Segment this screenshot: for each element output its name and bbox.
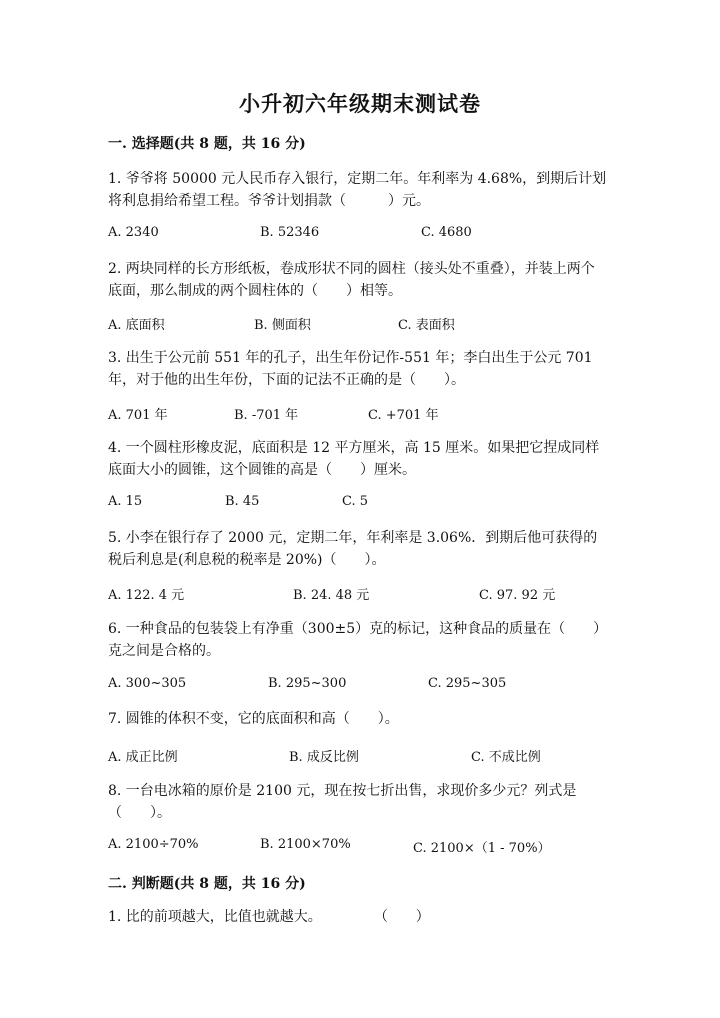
answer-blank: （ ） (373, 909, 430, 925)
option-c: C. 表面积 (398, 318, 455, 333)
option-a: A. 成正比例 (108, 750, 178, 765)
option-a: A. 701 年 (108, 408, 168, 423)
question-4-options (108, 494, 628, 514)
option-c: C. 295~305 (428, 676, 507, 691)
question-3: 3. 出生于公元前 551 年的孔子，出生年份记作-551 年；李白出生于公元 701 年，对于他的出生年份，下面的记法不正确的是（ ）。 (108, 350, 593, 388)
option-c: C. 不成比例 (471, 750, 541, 765)
question-1: 1. 爷爷将 50000 元人民币存入银行，定期二年。年利率为 4.68%，到期后计划将利息捐给希望工程。爷爷计划捐款（ ）元。 (108, 171, 607, 209)
question-3-options (108, 404, 628, 424)
option-a: A. 300~305 (108, 676, 187, 691)
option-c: C. 5 (342, 494, 369, 509)
option-a: A. 15 (108, 494, 143, 509)
judge-question-text: 1. 比的前项越大，比值也就越大。 (108, 909, 322, 925)
option-b: B. 295~300 (268, 676, 347, 691)
option-c: C. 4680 (421, 225, 472, 240)
question-2-options (108, 314, 628, 334)
option-c: C. 97. 92 元 (479, 588, 556, 603)
option-a: A. 2340 (108, 225, 159, 240)
page-title: 小升初六年级期末测试卷 (239, 91, 481, 116)
question-5-options (108, 584, 628, 604)
option-b: B. 24. 48 元 (293, 588, 370, 603)
question-8: 8. 一台电冰箱的原价是 2100 元，现在按七折出售，求现价多少元？列式是（ ）。 (108, 783, 577, 821)
question-4: 4. 一个圆柱形橡皮泥，底面积是 12 平方厘米，高 15 厘米。如果把它捏成同样底面大小的圆锥，这个圆锥的高是（ ）厘米。 (108, 440, 600, 478)
question-6-options (108, 676, 628, 696)
judge-question-1 (108, 906, 608, 928)
option-b: B. 52346 (260, 225, 320, 240)
question-1-options (108, 225, 628, 245)
question-7-options (108, 746, 628, 766)
option-b: B. -701 年 (234, 408, 299, 423)
option-a: A. 122. 4 元 (108, 588, 185, 603)
question-8-options (108, 837, 628, 857)
question-2: 2. 两块同样的长方形纸板，卷成形状不同的圆柱（接头处不重叠），并装上两个底面，那么制成的两个圆柱体的（ ）相等。 (108, 261, 595, 299)
option-b: B. 45 (225, 494, 260, 509)
option-b: B. 2100×70% (260, 837, 351, 852)
option-b: B. 成反比例 (289, 750, 359, 765)
section-heading-choice: 一. 选择题(共 8 题，共 16 分) (108, 136, 306, 152)
section-heading-judge: 二. 判断题(共 8 题，共 16 分) (108, 876, 306, 892)
option-c: C. +701 年 (368, 408, 439, 423)
question-7: 7. 圆锥的体积不变，它的底面积和高（ ）。 (108, 711, 399, 727)
option-b: B. 侧面积 (254, 318, 311, 333)
question-5: 5. 小李在银行存了 2000 元，定期二年，年利率是 3.06%．到期后他可获得的税后利息是(利息税的税率是 20%)（ ）。 (108, 530, 598, 568)
option-a: A. 2100÷70% (108, 837, 199, 852)
question-6: 6. 一种食品的包装袋上有净重（300±5）克的标记，这种食品的质量在（ ）克之间是合格的。 (108, 621, 608, 659)
option-c: C. 2100×（1 - 70%） (413, 841, 551, 856)
option-a: A. 底面积 (108, 318, 165, 333)
